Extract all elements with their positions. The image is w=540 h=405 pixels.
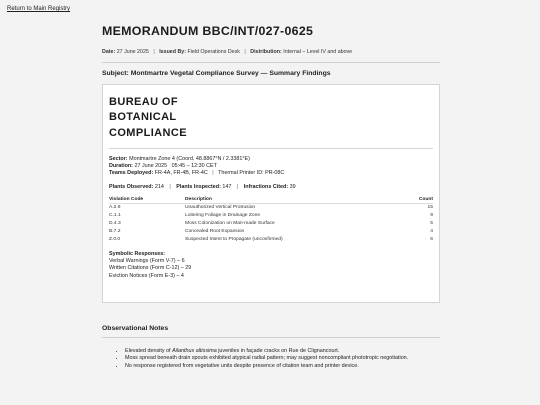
issued-by-label: Issued By: [159,49,186,55]
table-row [109,204,433,212]
info-separator: | [212,170,214,177]
violation-count: 9 [430,213,433,219]
note-text: juveniles in façade cracks on Rue de Clignancourt. [216,348,340,354]
table-header-row [109,197,433,204]
list-item: • No response registered from vegetative units despite presence of citation team and printer device. [125,363,440,370]
distribution-label: Distribution: [250,49,282,55]
symbolic-responses-title: Symbolic Responses: [109,251,166,258]
teams-line [109,170,433,177]
plants-inspected-label: Plants Inspected: [176,183,221,190]
violation-code: Z.0.0 [109,236,121,242]
sector-line [109,156,433,163]
violation-description: Concealed Root Expansion [185,228,245,234]
infractions-label: Infractions Cited: [243,183,289,190]
memo-meta [102,49,440,63]
table-row [109,212,433,220]
list-item: Verbal Warnings (Form V-7) – 6 [109,258,185,265]
duration-line [109,163,433,170]
observational-notes-list [102,348,440,370]
count-separator: | [236,183,239,190]
list-item [125,348,440,355]
plants-inspected-value: 147 [222,183,232,190]
list-item: Eviction Notices (Form E-3) – 4 [109,272,184,279]
meta-separator: | [153,49,155,55]
violation-description: Unauthorized Vertical Protrusion [185,205,256,211]
issued-by-value: Field Operations Desk [187,49,240,55]
violation-code: C.1.1 [109,213,121,219]
date-value: 27 June 2025 [116,49,149,55]
violation-count: 4 [430,228,433,234]
memorandum [102,24,440,303]
memo-subject: Subject: Montmartre Vegetal Compliance Survey — Summary Findings [102,70,331,77]
violation-count: 5 [430,220,433,226]
species-name: Ailanthus altissima [172,348,217,354]
distribution-value: Internal – Level IV and above [283,49,353,55]
table-row [109,235,433,243]
observational-notes [102,325,440,370]
printer-id: Thermal Printer ID: PR-08C [218,170,285,177]
bureau-title: BUREAU OF BOTANICAL COMPLIANCE [109,96,187,139]
violation-description: Suspected Intent to Propagate (unconfirmed) [185,236,283,242]
plants-observed-value: 214 [154,183,164,190]
duration-label: Duration: [109,163,133,170]
column-header-count: Count [402,197,433,204]
table-row [109,228,433,236]
symbolic-responses-list [109,258,433,280]
sector-value: Montmartre Zone 4 (Coord. 48.8867°N / 2.3381°E) [129,155,250,162]
column-header-code: Violation Code [109,197,185,204]
memo-title: MEMORANDUM BBC/INT/027-0625 [102,24,314,38]
violation-count: 15 [427,205,433,211]
violations-table [109,197,433,243]
violation-code: B.7.2 [109,228,121,234]
column-header-description: Description [185,197,402,204]
table-row [109,220,433,228]
violation-description: Loitering Foliage in Drainage Zone [185,213,261,219]
plants-observed-label: Plants Observed: [109,183,154,190]
list-item: Written Citations (Form C-12) – 29 [109,265,192,272]
infractions-value: 39 [289,183,296,190]
date-label: Date: [102,49,116,55]
observational-notes-title: Observational Notes [102,325,440,338]
count-separator: | [169,183,171,190]
violation-code: D.4.3 [109,220,121,226]
note-text: Elevated density of [125,348,173,354]
sector-label: Sector: [109,155,128,162]
teams-label: Teams Deployed: [109,170,154,177]
duration-value: 27 June 2025 05:45 – 12:30 CET [134,163,217,170]
meta-separator: | [244,49,246,55]
survey-counts [109,184,433,190]
list-item: • Moss spread beneath drain spouts exhibited atypical radial pattern; may suggest noncompliant phototropic negotiation. [125,355,440,362]
report-card [102,84,440,303]
violation-count: 6 [430,236,433,242]
card-divider [109,148,433,149]
return-to-registry-link[interactable]: Return to Main Registry [7,6,71,12]
violation-description: Moss Colonization on Man-made Surface [185,220,275,226]
teams-value: FR-4A, FR-4B, FR-4C [154,170,208,177]
violation-code: A.2.9 [109,205,121,211]
